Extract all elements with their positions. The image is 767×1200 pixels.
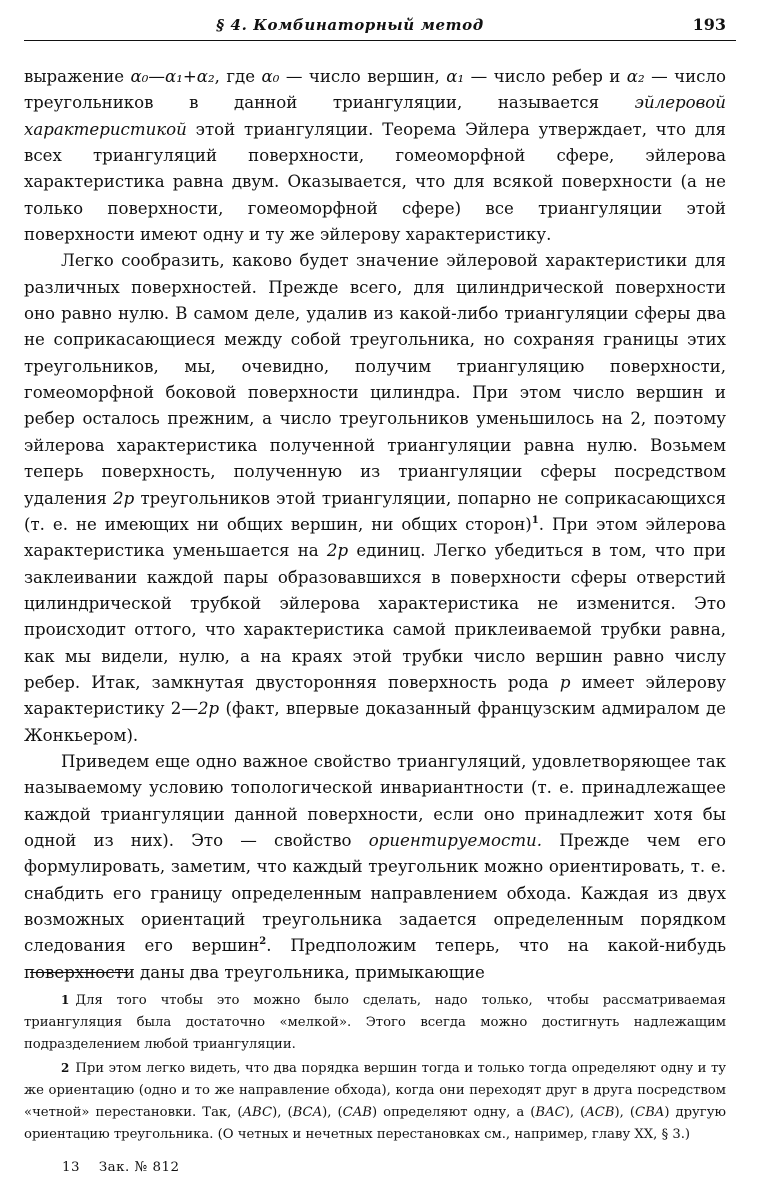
footnote bbox=[24, 990, 726, 1055]
italic-text: CBA bbox=[635, 1104, 665, 1120]
text-run: ) другую ориентацию треугольника. (О четных и нечетных перестановках см., например, главу XX, § 3.) bbox=[24, 1104, 726, 1142]
paragraph bbox=[24, 248, 726, 749]
text-run: ), ( bbox=[614, 1104, 635, 1120]
text-run: единиц. Легко убедиться в том, что при заклеивании каждой пары образовавшихся в поверхности сферы отверстий цилиндрической трубкой эйлерова характеристика не изменится. Это происходит оттого, что характеристика самой приклеиваемой трубки равна, как мы видели, нулю, а на краях этой трубки число вершин равно числу ребер. Итак, замкнутая двусторонняя поверхность рода bbox=[24, 541, 726, 692]
italic-text: α₂ bbox=[626, 67, 645, 86]
sheet-number: 13 bbox=[62, 1160, 81, 1175]
italic-text: 2p bbox=[326, 541, 349, 561]
footnotes bbox=[24, 990, 726, 1146]
text-run: этой триангуляции. Теорема Эйлера утверждает, что для всех триангуляций поверхности, гомеоморфной сфере, эйлерова характеристика равна двум. Оказывается, что для всякой поверхности (а не только поверхности, гомеоморфной сфере) все триангуляции этой поверхности имеют одну и ту же эйлерову характеристику. bbox=[24, 119, 726, 245]
running-header bbox=[24, 14, 736, 41]
text-run: ), ( bbox=[564, 1104, 586, 1120]
italic-text: BAC bbox=[535, 1104, 565, 1120]
text-run: Легко сообразить, каково будет значение эйлеровой характеристики для различных поверхностей. Прежде всего, для цилиндрической поверхности оно равно нулю. В самом деле, удалив из какой-либо триангуляции сферы два не соприкасающиеся между собой треугольника, но сохраняя границы этих треугольников, мы, очевидно, получим триангуляцию поверхности, гомеоморфной боковой поверхности цилиндра. При этом число вершин и ребер осталось прежним, а число треугольников уменьшилось на 2, поэтому эйлерова характеристика полученной триангуляции равна нулю. Возьмем теперь поверхность, полученную из триангуляции сферы посредством удаления bbox=[24, 251, 726, 508]
text-run: (факт, впервые доказанный французским адмиралом де Жонкьером). bbox=[24, 699, 727, 745]
page-number: 193 bbox=[692, 15, 726, 34]
italic-text: α₁ bbox=[446, 67, 465, 86]
italic-text: ABC bbox=[242, 1104, 273, 1120]
footnote-number: 1 bbox=[61, 993, 70, 1007]
paragraph bbox=[24, 749, 726, 986]
footnote-ref: 1 bbox=[531, 514, 539, 526]
italic-text: 2p bbox=[113, 488, 135, 508]
section-title: § 4. Комбинаторный метод bbox=[216, 16, 484, 34]
italic-text: ACB bbox=[585, 1104, 615, 1120]
text-run: , где bbox=[214, 67, 262, 86]
italic-text: BCA bbox=[292, 1104, 323, 1120]
text-run: . Предположим теперь, что на какой-нибудь поверхности даны два треугольника, примыкающие bbox=[24, 936, 726, 982]
italic-text: CAB bbox=[342, 1104, 372, 1120]
text-run: выражение bbox=[24, 67, 131, 86]
paragraph bbox=[24, 64, 726, 248]
italic-text: эйлеровой характеристикой bbox=[24, 93, 726, 139]
footnote-rule bbox=[30, 972, 128, 973]
text-run: имеет эйлерову характеристику 2— bbox=[24, 672, 726, 719]
text-run: Приведем еще одно важное свойство триангуляций, удовлетворяющее так называемому условию топологической инвариантности (т. е. принадлежащее каждой триангуляции данной поверхности, если оно принадлежит хотя бы одной из них). Это — свойство bbox=[24, 751, 726, 850]
main-text bbox=[24, 64, 726, 986]
italic-text: p bbox=[559, 672, 571, 692]
footnote-number: 2 bbox=[61, 1061, 70, 1076]
italic-text: α₀ bbox=[261, 67, 280, 86]
text-run: Для того чтобы это можно было сделать, надо только, чтобы рассматриваемая триангуляция была достаточно «мелкой». Этого всегда можно достигнуть надлежащим подразделением любой триангуляции. bbox=[24, 993, 726, 1052]
text-run: — число треугольников в данной триангуляции, называется bbox=[24, 67, 727, 113]
italic-text: ориентируемости. bbox=[368, 830, 543, 850]
text-run: ), ( bbox=[272, 1104, 293, 1120]
italic-text: α₀—α₁+α₂ bbox=[130, 67, 215, 86]
footnote bbox=[24, 1058, 726, 1145]
order-number: Зак. № 812 bbox=[98, 1160, 180, 1175]
text-run: ) определяют одну, а ( bbox=[371, 1104, 536, 1120]
text-run: ), ( bbox=[322, 1104, 343, 1120]
footnote-ref: 2 bbox=[259, 936, 267, 948]
text-run: . При этом эйлерова характеристика уменьшается на bbox=[24, 514, 727, 561]
printer-signature bbox=[62, 1160, 194, 1175]
italic-text: 2p bbox=[197, 699, 220, 719]
text-run: При этом легко видеть, что два порядка вершин тогда и только тогда определяют одну и ту же ориентацию (одно и то же направление обхода), когда они переходят друг в друга посредством «четной» перестановки. Так, ( bbox=[24, 1061, 726, 1120]
text-run: — число ребер и bbox=[464, 67, 627, 86]
text-run: — число вершин, bbox=[279, 67, 447, 86]
text-run: Прежде чем его формулировать, заметим, что каждый треугольник можно ориентировать, т. е. снабдить его границу определенным направлением обхода. Каждая из двух возможных ориентаций треугольника задается определенным порядком следования его вершин bbox=[24, 830, 726, 956]
text-run: треугольников этой триангуляции, попарно не соприкасающихся (т. е. не имеющих ни общих вершин, ни общих сторон) bbox=[24, 488, 726, 534]
